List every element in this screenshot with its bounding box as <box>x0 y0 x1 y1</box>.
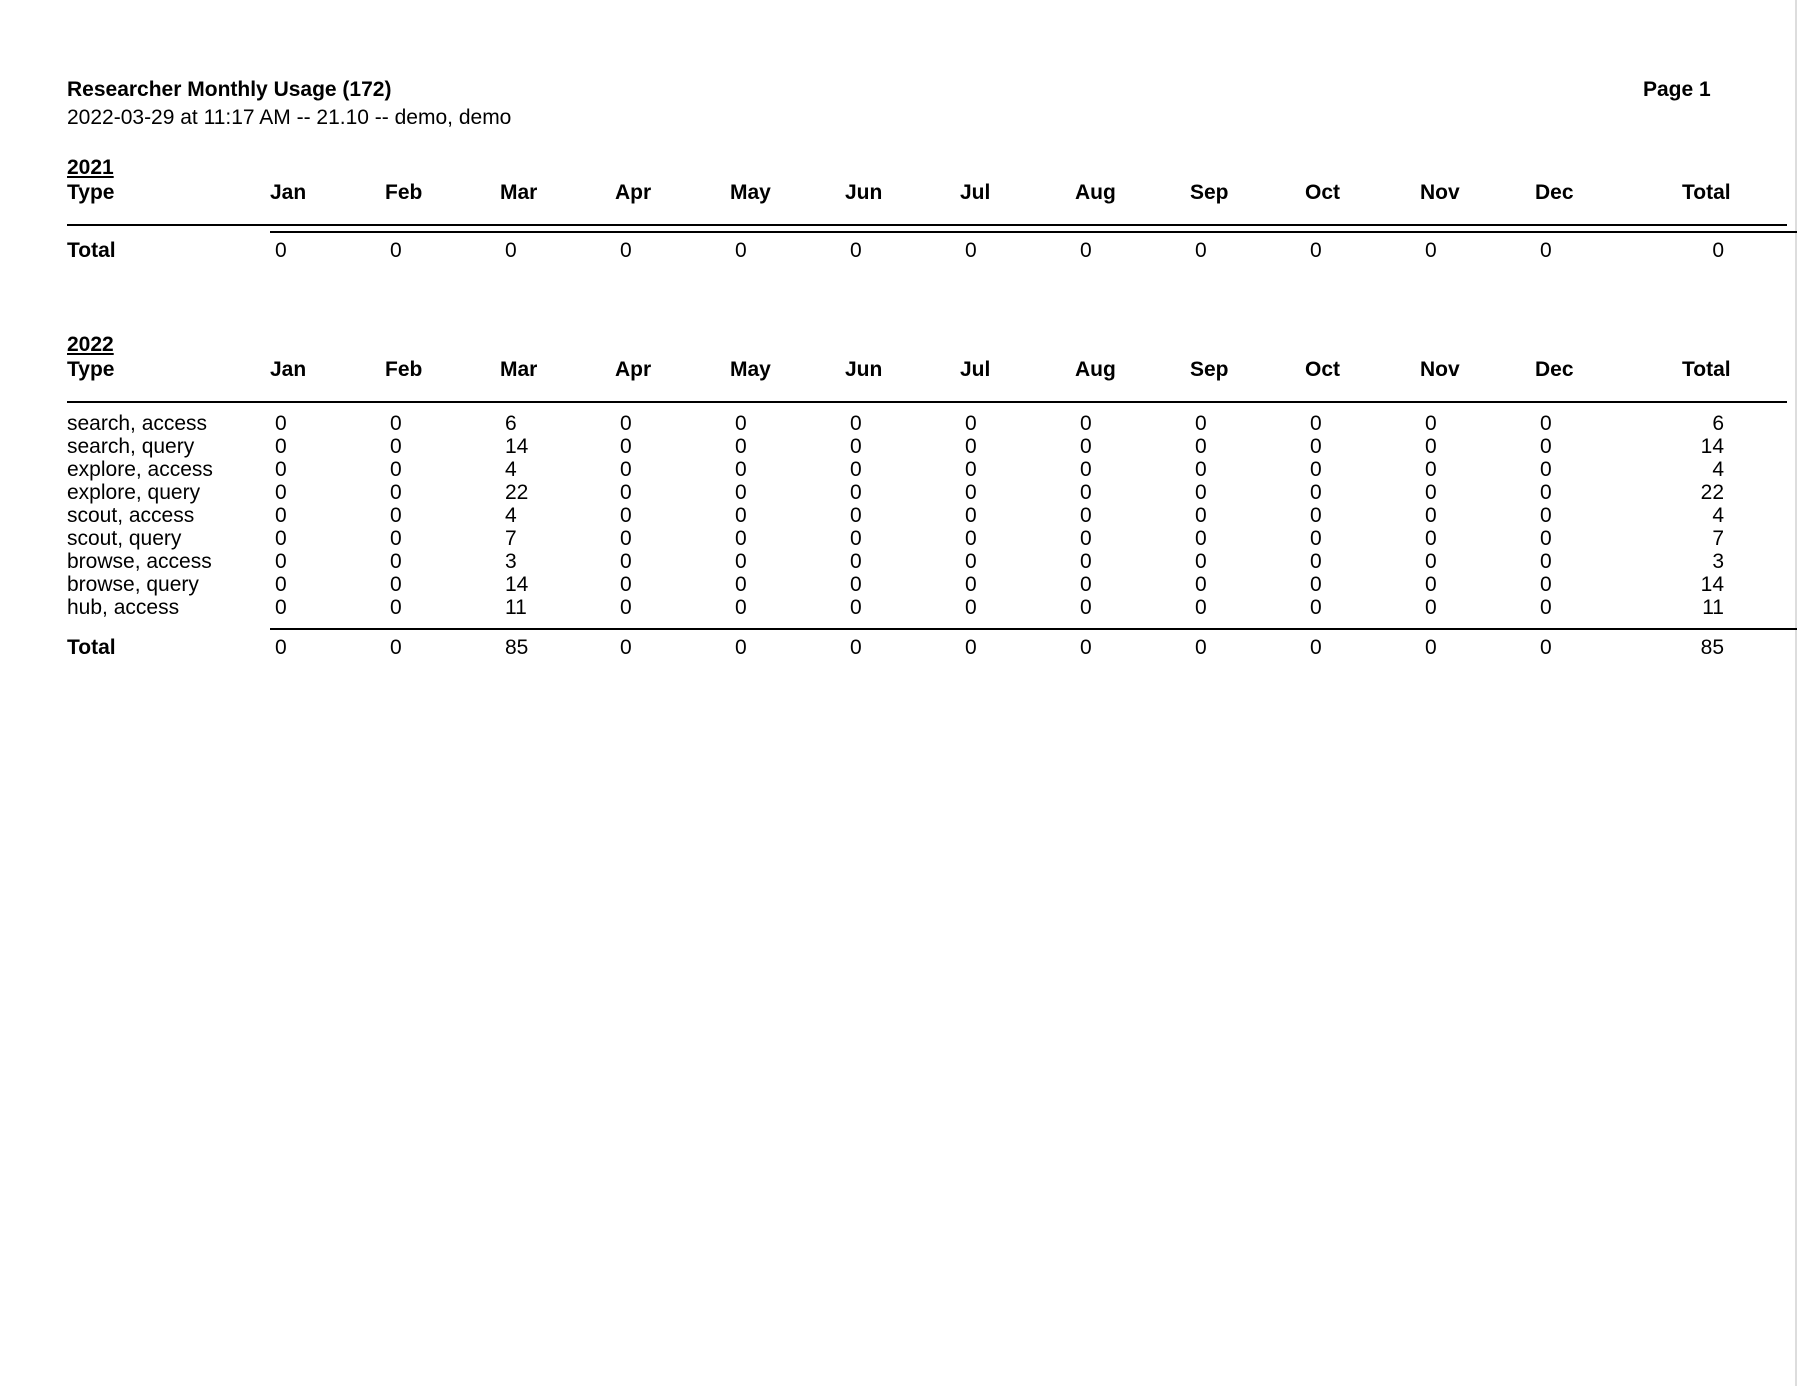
total-value-may: 0 <box>735 239 747 262</box>
row-value-oct: 0 <box>1310 458 1322 481</box>
row-value-mar: 11 <box>505 596 527 619</box>
row-value-jul: 0 <box>965 435 977 458</box>
row-value-jun: 0 <box>850 435 862 458</box>
row-value-sep: 0 <box>1195 481 1207 504</box>
column-header-aug: Aug <box>1075 181 1116 204</box>
row-type-label: search, query <box>67 435 195 458</box>
row-value-jun: 0 <box>850 596 862 619</box>
row-value-jul: 0 <box>965 596 977 619</box>
row-total: 22 <box>1700 481 1724 504</box>
total-value-dec: 0 <box>1540 636 1552 659</box>
row-type-label: scout, access <box>67 504 195 527</box>
row-value-jul: 0 <box>965 481 977 504</box>
row-value-jun: 0 <box>850 527 862 550</box>
column-header-mar: Mar <box>500 358 538 381</box>
row-value-feb: 0 <box>390 435 402 458</box>
row-value-jan: 0 <box>275 458 287 481</box>
total-value-jun: 0 <box>850 636 862 659</box>
row-value-sep: 0 <box>1195 412 1207 435</box>
total-value-dec: 0 <box>1540 239 1552 262</box>
row-value-jan: 0 <box>275 550 287 573</box>
total-value-jan: 0 <box>275 636 287 659</box>
row-value-nov: 0 <box>1425 504 1437 527</box>
row-value-feb: 0 <box>390 504 402 527</box>
column-header-total: Total <box>1682 181 1731 204</box>
row-total: 11 <box>1702 596 1724 619</box>
row-value-apr: 0 <box>620 504 632 527</box>
column-header-may: May <box>730 181 771 204</box>
row-value-dec: 0 <box>1540 435 1552 458</box>
row-value-sep: 0 <box>1195 504 1207 527</box>
column-header-oct: Oct <box>1305 181 1341 204</box>
row-value-aug: 0 <box>1080 504 1092 527</box>
row-value-jan: 0 <box>275 412 287 435</box>
grand-total: 0 <box>1712 239 1724 262</box>
total-value-feb: 0 <box>390 636 402 659</box>
column-header-jul: Jul <box>960 358 991 381</box>
row-value-feb: 0 <box>390 481 402 504</box>
row-value-nov: 0 <box>1425 412 1437 435</box>
row-value-mar: 3 <box>505 550 517 573</box>
column-header-jan: Jan <box>270 358 307 381</box>
total-value-mar: 85 <box>505 636 529 659</box>
row-value-mar: 7 <box>505 527 517 550</box>
row-value-oct: 0 <box>1310 412 1322 435</box>
row-value-apr: 0 <box>620 412 632 435</box>
row-value-aug: 0 <box>1080 596 1092 619</box>
row-value-mar: 14 <box>505 573 529 596</box>
row-type-label: explore, access <box>67 458 213 481</box>
row-value-oct: 0 <box>1310 573 1322 596</box>
row-value-jun: 0 <box>850 504 862 527</box>
row-type-label: search, access <box>67 412 208 435</box>
row-value-dec: 0 <box>1540 458 1552 481</box>
row-value-mar: 4 <box>505 504 517 527</box>
column-header-type: Type <box>67 181 115 204</box>
row-value-may: 0 <box>735 550 747 573</box>
row-total: 3 <box>1712 550 1724 573</box>
row-value-jul: 0 <box>965 458 977 481</box>
row-value-aug: 0 <box>1080 412 1092 435</box>
total-value-nov: 0 <box>1425 636 1437 659</box>
column-header-apr: Apr <box>615 181 652 204</box>
totals-label: Total <box>67 239 116 262</box>
row-total: 6 <box>1712 412 1724 435</box>
column-header-nov: Nov <box>1420 358 1460 381</box>
row-value-aug: 0 <box>1080 458 1092 481</box>
row-value-apr: 0 <box>620 435 632 458</box>
row-value-apr: 0 <box>620 596 632 619</box>
totals-rule <box>270 231 1797 233</box>
header-rule <box>67 401 1787 403</box>
row-value-apr: 0 <box>620 527 632 550</box>
row-type-label: explore, query <box>67 481 201 504</box>
row-value-mar: 22 <box>505 481 529 504</box>
row-value-jul: 0 <box>965 527 977 550</box>
row-value-may: 0 <box>735 527 747 550</box>
total-value-oct: 0 <box>1310 636 1322 659</box>
row-value-feb: 0 <box>390 573 402 596</box>
row-value-feb: 0 <box>390 550 402 573</box>
total-value-may: 0 <box>735 636 747 659</box>
total-value-oct: 0 <box>1310 239 1322 262</box>
row-value-apr: 0 <box>620 550 632 573</box>
row-value-feb: 0 <box>390 527 402 550</box>
row-value-jul: 0 <box>965 412 977 435</box>
total-value-jan: 0 <box>275 239 287 262</box>
row-total: 14 <box>1700 573 1724 596</box>
row-value-dec: 0 <box>1540 481 1552 504</box>
column-header-dec: Dec <box>1535 181 1574 204</box>
totals-label: Total <box>67 636 116 659</box>
column-header-total: Total <box>1682 358 1731 381</box>
row-type-label: scout, query <box>67 527 182 550</box>
row-value-apr: 0 <box>620 573 632 596</box>
total-value-jul: 0 <box>965 636 977 659</box>
total-value-nov: 0 <box>1425 239 1437 262</box>
row-value-aug: 0 <box>1080 527 1092 550</box>
total-value-apr: 0 <box>620 636 632 659</box>
row-value-jan: 0 <box>275 435 287 458</box>
column-header-mar: Mar <box>500 181 538 204</box>
row-value-jun: 0 <box>850 412 862 435</box>
column-header-nov: Nov <box>1420 181 1460 204</box>
row-value-nov: 0 <box>1425 481 1437 504</box>
row-value-may: 0 <box>735 435 747 458</box>
row-value-jan: 0 <box>275 527 287 550</box>
row-value-sep: 0 <box>1195 458 1207 481</box>
row-value-may: 0 <box>735 596 747 619</box>
column-header-aug: Aug <box>1075 358 1116 381</box>
column-header-jul: Jul <box>960 181 991 204</box>
column-header-may: May <box>730 358 771 381</box>
row-value-oct: 0 <box>1310 481 1322 504</box>
column-header-jun: Jun <box>845 181 883 204</box>
column-header-feb: Feb <box>385 358 423 381</box>
total-value-aug: 0 <box>1080 239 1092 262</box>
row-value-oct: 0 <box>1310 527 1322 550</box>
row-value-jun: 0 <box>850 458 862 481</box>
row-value-mar: 14 <box>505 435 529 458</box>
row-value-nov: 0 <box>1425 596 1437 619</box>
row-value-jun: 0 <box>850 550 862 573</box>
row-value-feb: 0 <box>390 596 402 619</box>
row-value-mar: 6 <box>505 412 517 435</box>
section-year: 2022 <box>67 333 114 356</box>
row-value-aug: 0 <box>1080 550 1092 573</box>
row-value-aug: 0 <box>1080 435 1092 458</box>
row-value-jul: 0 <box>965 504 977 527</box>
row-type-label: browse, query <box>67 573 199 596</box>
row-type-label: hub, access <box>67 596 180 619</box>
column-header-sep: Sep <box>1190 181 1229 204</box>
row-value-jul: 0 <box>965 550 977 573</box>
total-value-jul: 0 <box>965 239 977 262</box>
row-value-dec: 0 <box>1540 412 1552 435</box>
total-value-feb: 0 <box>390 239 402 262</box>
row-value-dec: 0 <box>1540 573 1552 596</box>
column-header-apr: Apr <box>615 358 652 381</box>
row-value-jan: 0 <box>275 596 287 619</box>
row-total: 4 <box>1712 458 1724 481</box>
row-value-jun: 0 <box>850 573 862 596</box>
row-value-sep: 0 <box>1195 527 1207 550</box>
row-value-nov: 0 <box>1425 458 1437 481</box>
grand-total: 85 <box>1700 636 1724 659</box>
column-header-jun: Jun <box>845 358 883 381</box>
column-header-oct: Oct <box>1305 358 1341 381</box>
row-value-jan: 0 <box>275 481 287 504</box>
row-value-oct: 0 <box>1310 596 1322 619</box>
row-value-nov: 0 <box>1425 573 1437 596</box>
row-value-feb: 0 <box>390 458 402 481</box>
total-value-mar: 0 <box>505 239 517 262</box>
total-value-jun: 0 <box>850 239 862 262</box>
row-value-dec: 0 <box>1540 550 1552 573</box>
header-rule <box>67 224 1787 226</box>
row-value-oct: 0 <box>1310 504 1322 527</box>
column-header-jan: Jan <box>270 181 307 204</box>
row-value-may: 0 <box>735 412 747 435</box>
row-total: 7 <box>1712 527 1724 550</box>
total-value-aug: 0 <box>1080 636 1092 659</box>
row-value-may: 0 <box>735 573 747 596</box>
row-value-oct: 0 <box>1310 550 1322 573</box>
total-value-apr: 0 <box>620 239 632 262</box>
row-value-dec: 0 <box>1540 527 1552 550</box>
row-value-nov: 0 <box>1425 435 1437 458</box>
row-value-nov: 0 <box>1425 550 1437 573</box>
row-type-label: browse, access <box>67 550 212 573</box>
row-value-oct: 0 <box>1310 435 1322 458</box>
page-number: Page 1 <box>1643 78 1711 101</box>
row-value-sep: 0 <box>1195 435 1207 458</box>
column-header-dec: Dec <box>1535 358 1574 381</box>
row-total: 14 <box>1700 435 1724 458</box>
report-subtitle: 2022-03-29 at 11:17 AM -- 21.10 -- demo, demo <box>67 106 512 129</box>
column-header-feb: Feb <box>385 181 423 204</box>
row-value-nov: 0 <box>1425 527 1437 550</box>
total-value-sep: 0 <box>1195 239 1207 262</box>
row-value-may: 0 <box>735 458 747 481</box>
totals-rule <box>270 628 1797 630</box>
column-header-type: Type <box>67 358 115 381</box>
row-value-may: 0 <box>735 504 747 527</box>
row-value-aug: 0 <box>1080 481 1092 504</box>
row-value-sep: 0 <box>1195 596 1207 619</box>
row-value-dec: 0 <box>1540 504 1552 527</box>
row-value-apr: 0 <box>620 481 632 504</box>
section-year: 2021 <box>67 156 114 179</box>
report-title: Researcher Monthly Usage (172) <box>67 78 392 101</box>
row-value-aug: 0 <box>1080 573 1092 596</box>
row-total: 4 <box>1712 504 1724 527</box>
total-value-sep: 0 <box>1195 636 1207 659</box>
row-value-dec: 0 <box>1540 596 1552 619</box>
row-value-jun: 0 <box>850 481 862 504</box>
row-value-sep: 0 <box>1195 550 1207 573</box>
row-value-jan: 0 <box>275 504 287 527</box>
column-header-sep: Sep <box>1190 358 1229 381</box>
row-value-jul: 0 <box>965 573 977 596</box>
row-value-sep: 0 <box>1195 573 1207 596</box>
page-edge <box>1795 0 1797 1386</box>
row-value-mar: 4 <box>505 458 517 481</box>
row-value-feb: 0 <box>390 412 402 435</box>
row-value-apr: 0 <box>620 458 632 481</box>
row-value-may: 0 <box>735 481 747 504</box>
row-value-jan: 0 <box>275 573 287 596</box>
